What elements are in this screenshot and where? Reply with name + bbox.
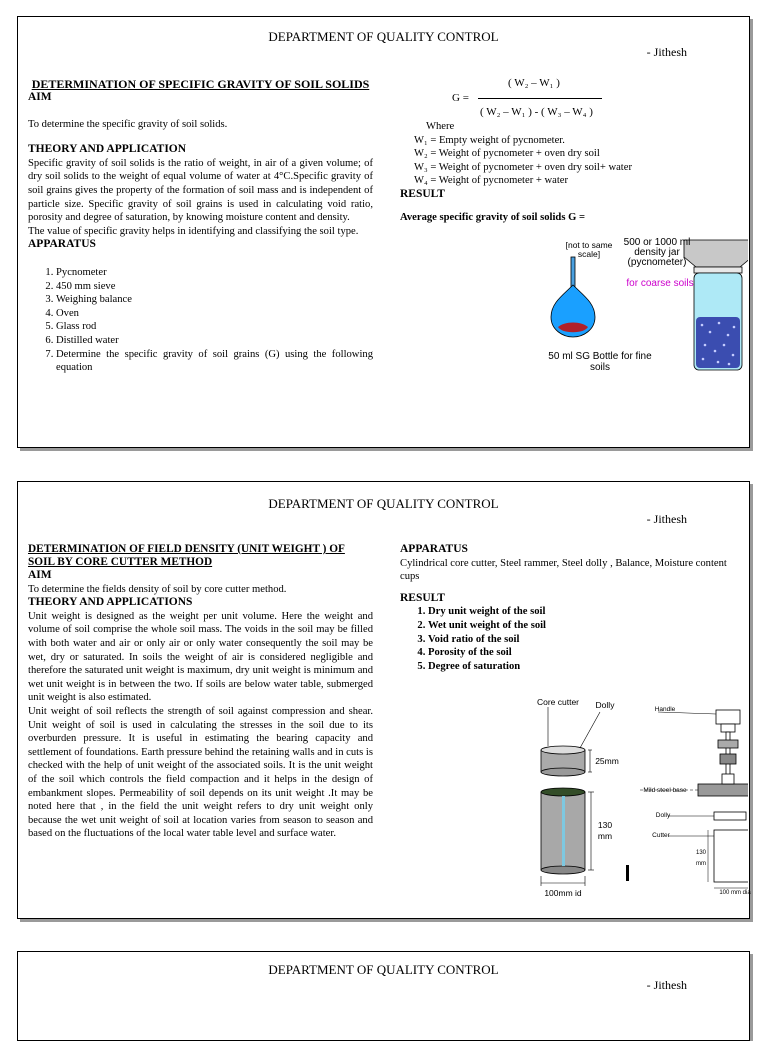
equation-numerator: ( W₂ – W₁ ) xyxy=(508,77,560,89)
right-column xyxy=(400,120,740,224)
list-item: 7. Determine the specific gravity of soil grains (G) using the following equation xyxy=(56,348,373,375)
section-title: DETERMINATION OF SPECIFIC GRAVITY OF SOIL SOLIDS xyxy=(31,77,370,91)
core-cutter-label: Core cutter xyxy=(536,697,580,707)
cutter-label: Cutter xyxy=(652,832,670,839)
page-field-density xyxy=(17,481,750,919)
core-cutter-figure xyxy=(518,697,751,902)
dim-100mm-label: 100mm id xyxy=(544,888,582,898)
dim-25mm-label: 25mm xyxy=(595,756,619,766)
aim-heading: AIM xyxy=(28,91,52,103)
dolly-label: Dolly xyxy=(595,700,615,710)
definition-w4: W₄ = Weight of pycnometer + water xyxy=(414,175,569,187)
dim-100mm-dia-label: 100 mm dia xyxy=(719,890,751,896)
theory-paragraph: Unit weight of soil reflects the strength of soil against compression and shear. Unit weight of soil is used in calculating the stresses in the soil due to its overburden pressure. It is useful in estimating the bearing capacity and settlement of foundations. Earth pressure behind the retaining walls and in cuts is checked with the help of unit weight of the associated soils. It is the unit weight of the soil which controls the field compaction and it helps in the design of embankment slopes. Permeability of soil depends on its unit weight .It may be noted here that , in the field the unit weight refers to dry unit weight only because the wet unit weight of soil at location varies from season to season and based on the fluctuations of the local water table level and surface water. xyxy=(28,705,373,840)
list-item: 5. Degree of saturation xyxy=(428,660,745,674)
result-heading: RESULT xyxy=(400,591,445,604)
left-column xyxy=(28,77,373,375)
left-column xyxy=(28,543,373,841)
theory-heading: THEORY AND APPLICATION xyxy=(28,143,187,156)
coarse-soils-label: for coarse soils xyxy=(626,278,694,289)
result-text: Average specific gravity of soil solids G = xyxy=(400,211,586,223)
apparatus-heading: APPARATUS xyxy=(28,238,96,251)
jar-label: 500 or 1000 ml density jar (pycnometer) xyxy=(623,237,691,268)
department-heading: DEPARTMENT OF QUALITY CONTROL xyxy=(268,962,499,977)
apparatus-heading: APPARATUS xyxy=(400,543,468,555)
definition-w1: W₁ = Empty weight of pycnometer. xyxy=(414,134,565,146)
department-heading: DEPARTMENT OF QUALITY CONTROL xyxy=(268,29,499,44)
aim-heading: AIM xyxy=(28,569,52,581)
list-item: 4. Porosity of the soil xyxy=(428,646,745,660)
dim-130mm-label-2: 130 mm xyxy=(695,850,706,867)
list-item: 2. Wet unit weight of the soil xyxy=(428,619,745,633)
section-title: DETERMINATION OF FIELD DENSITY (UNIT WEIGHT ) OF SOIL BY CORE CUTTER METHOD xyxy=(28,543,345,568)
equation-lhs: G = xyxy=(452,92,469,104)
author-name: - Jithesh xyxy=(646,512,687,526)
list-item: 5. Glass rod xyxy=(56,320,373,334)
theory-heading: THEORY AND APPLICATIONS xyxy=(28,596,193,609)
apparatus-text: Cylindrical core cutter, Steel rammer, Steel dolly , Balance, Moisture content cups xyxy=(400,557,727,583)
list-item: 1. Pycnometer xyxy=(56,266,373,280)
page-specific-gravity xyxy=(17,16,750,448)
dolly-label-2: Dolly xyxy=(655,812,671,819)
page-next xyxy=(17,951,750,1041)
theory-paragraph: The value of specific gravity helps in identifying and classifying the soil type. xyxy=(28,225,359,237)
where-label: Where xyxy=(426,121,455,132)
right-column xyxy=(400,543,745,673)
definition-w3: W₃ = Weight of pycnometer + oven dry soil+ water xyxy=(414,161,632,173)
theory-paragraph: Unit weight is designed as the weight per unit volume. Here the weight and volume of soil comprise the whole soil mass. The voids in the soil may be filled with both water and air or only air or only water consequently the soil may be wet, dry or saturated. In soils the weight of air is considered negligible and therefore the saturated unit weight is maximum, dry unit weight is minimum and wet unit weight is in between the two. If soils are below water table, submerged unit weight is also estimated. xyxy=(28,610,373,704)
result-list xyxy=(400,605,745,673)
core-cutter-illustration xyxy=(518,702,748,902)
list-item: 3. Weighing balance xyxy=(56,293,373,307)
apparatus-list xyxy=(28,266,373,375)
equation-denominator: ( W₂ – W₁ ) - ( W₃ – W₄ ) xyxy=(480,106,593,118)
author-name: - Jithesh xyxy=(646,45,687,59)
sg-bottle-label: 50 ml SG Bottle for fine soils xyxy=(548,351,652,373)
aim-text: To determine the specific gravity of soil solids. xyxy=(28,118,228,130)
department-heading: DEPARTMENT OF QUALITY CONTROL xyxy=(268,496,499,511)
result-heading: RESULT xyxy=(400,187,445,200)
list-item: 6. Distilled water xyxy=(56,334,373,348)
pycnometer-figure xyxy=(518,237,748,377)
aim-text: To determine the fields density of soil by core cutter method. xyxy=(28,583,287,595)
handle-label: Handle xyxy=(654,706,676,713)
fraction-bar xyxy=(478,98,602,99)
mild-steel-base-label: Mild steel base xyxy=(643,787,687,794)
author-name: - Jithesh xyxy=(646,978,687,992)
list-item: 1. Dry unit weight of the soil xyxy=(428,605,745,619)
dim-130mm-label: 130 mm xyxy=(597,820,613,841)
not-to-scale-label: [not to same scale] xyxy=(565,240,613,259)
theory-paragraph: Specific gravity of soil solids is the ratio of weight, in air of a given volume; of dry soil solids to the weight of equal volume of water at 4°C.Specific gravity of soil grains gives the property of the formation of soil mass and is independent of particle size. Specific gravity of soil grains is used in calculating void ratio, porosity and degree of saturation, by knowing moisture content and density. xyxy=(28,157,373,224)
definition-w2: W₂ = Weight of pycnometer + oven dry soil xyxy=(414,148,600,160)
list-item: 2. 450 mm sieve xyxy=(56,280,373,294)
list-item: 3. Void ratio of the soil xyxy=(428,633,745,647)
list-item: 4. Oven xyxy=(56,307,373,321)
